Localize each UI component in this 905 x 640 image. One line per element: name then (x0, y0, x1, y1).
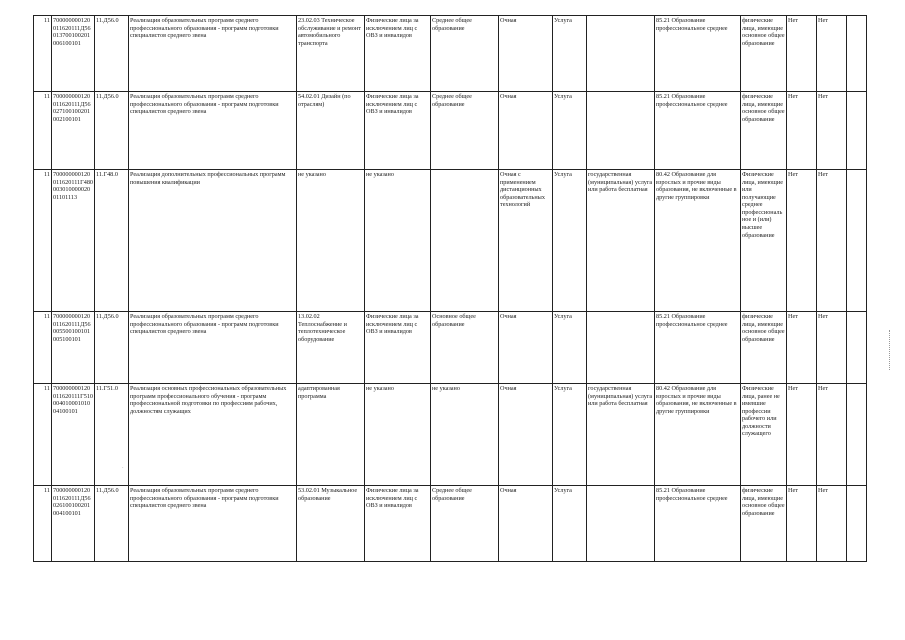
okved-code: 80.42 Образование для взрослых и прочие виды образования, не включенные в другие группировки (655, 170, 741, 312)
okved-code: 85.21 Образование профессиональное среднее (655, 16, 741, 92)
okved-code: 85.21 Образование профессиональное среднее (655, 312, 741, 384)
row-number: 11 (34, 486, 52, 562)
table-row (34, 16, 867, 92)
study-form: Очная (499, 92, 553, 170)
consumer-category: Физические лица, ранее не имевшие профессии рабочего или должности служащего (741, 384, 787, 486)
flag-2: Нет (817, 486, 847, 562)
empty-cell (847, 384, 867, 486)
flag-2: Нет (817, 92, 847, 170)
education-level: Среднее общее образование (431, 92, 499, 170)
specialty: 23.02.03 Техническое обслуживание и ремонт автомобильного транспорта (297, 16, 365, 92)
study-form: Очная (499, 16, 553, 92)
registry-code: 700000000120011620111Д56013700100201006100101 (52, 16, 95, 92)
consumer-category: Физические лица, имеющие или получающие среднее профессиональное и (или) высшее образование (741, 170, 787, 312)
flag-1: Нет (787, 170, 817, 312)
flag-1: Нет (787, 384, 817, 486)
specialty: 13.02.02 Теплоснабжение и теплотехническое оборудование (297, 312, 365, 384)
row-number: 11 (34, 92, 52, 170)
service-kind (587, 92, 655, 170)
empty-cell (847, 92, 867, 170)
entry-type: Услуга (553, 486, 587, 562)
row-number: 11 (34, 312, 52, 384)
registry-code: 700000000120011620111Г48000301000002001101113 (52, 170, 95, 312)
registry-code: 700000000120011620111Д56027100100201002100101 (52, 92, 95, 170)
service-kind: государственная (муниципальная) услуга или работа бесплатная (587, 384, 655, 486)
empty-cell (847, 16, 867, 92)
entry-type: Услуга (553, 384, 587, 486)
education-level: Среднее общее образование (431, 16, 499, 92)
consumer-category: физические лица, имеющие основное общее образование (741, 92, 787, 170)
row-number: 11 (34, 170, 52, 312)
entry-type: Услуга (553, 16, 587, 92)
service-kind (587, 16, 655, 92)
person-category: Физические лица за исключением лиц с ОВЗ и инвалидов (365, 92, 431, 170)
study-form: Очная с применением дистанционных образовательных технологий (499, 170, 553, 312)
service-kind (587, 312, 655, 384)
table-row (34, 384, 867, 486)
service-name: Реализация основных профессиональных образовательных программ профессионального обучения - программ профессиональной подготовки по профессиям рабочих, должностям служащих (129, 384, 297, 486)
okved-code: 80.42 Образование для взрослых и прочие виды образования, не включенные в другие группировки (655, 384, 741, 486)
service-name: Реализация образовательных программ среднего профессионального образования - программ подготовки специалистов среднего звена (129, 312, 297, 384)
service-kind: государственная (муниципальная) услуга или работа бесплатная (587, 170, 655, 312)
person-category: Физические лица за исключением лиц с ОВЗ и инвалидов (365, 486, 431, 562)
flag-2: Нет (817, 170, 847, 312)
study-form: Очная (499, 384, 553, 486)
education-level: Основное общее образование (431, 312, 499, 384)
services-register-table (33, 15, 867, 562)
flag-2: Нет (817, 16, 847, 92)
row-number: 11 (34, 16, 52, 92)
service-name: Реализация образовательных программ среднего профессионального образования - программ подготовки специалистов среднего звена (129, 486, 297, 562)
row-number: 11 (34, 384, 52, 486)
scan-edge-mark (889, 330, 891, 370)
study-form: Очная (499, 312, 553, 384)
specialty: адаптированная программа (297, 384, 365, 486)
education-level: Среднее общее образование (431, 486, 499, 562)
program-code: 11.Д56.0 (95, 92, 129, 170)
okved-code: 85.21 Образование профессиональное среднее (655, 92, 741, 170)
flag-2: Нет (817, 384, 847, 486)
education-level: не указано (431, 384, 499, 486)
program-code: 11.Д56.0 (95, 16, 129, 92)
table-row (34, 92, 867, 170)
registry-code: 700000000120011620111Г51000401000101004100101 (52, 384, 95, 486)
table-row (34, 170, 867, 312)
consumer-category: физические лица, имеющие основное общее образование (741, 16, 787, 92)
scan-speck: · (122, 466, 124, 471)
flag-1: Нет (787, 312, 817, 384)
entry-type: Услуга (553, 92, 587, 170)
registry-code: 700000000120011620111Д56005500100101005100101 (52, 312, 95, 384)
program-code: 11.Г48.0 (95, 170, 129, 312)
flag-1: Нет (787, 92, 817, 170)
program-code: 11.Д56.0 (95, 486, 129, 562)
table-row (34, 486, 867, 562)
consumer-category: физические лица, имеющие основное общее образование (741, 486, 787, 562)
flag-1: Нет (787, 16, 817, 92)
registry-code: 700000000120011620111Д56026100100201004100101 (52, 486, 95, 562)
service-kind (587, 486, 655, 562)
consumer-category: физические лица, имеющие основное общее образование (741, 312, 787, 384)
person-category: не указано (365, 384, 431, 486)
person-category: Физические лица за исключением лиц с ОВЗ и инвалидов (365, 312, 431, 384)
program-code: 11.Д56.0 (95, 312, 129, 384)
specialty: 53.02.01 Музыкальное образование (297, 486, 365, 562)
empty-cell (847, 486, 867, 562)
entry-type: Услуга (553, 170, 587, 312)
service-name: Реализация образовательных программ среднего профессионального образования - программ подготовки специалистов среднего звена (129, 16, 297, 92)
specialty: не указано (297, 170, 365, 312)
flag-2: Нет (817, 312, 847, 384)
empty-cell (847, 312, 867, 384)
table-row (34, 312, 867, 384)
person-category: Физические лица за исключением лиц с ОВЗ и инвалидов (365, 16, 431, 92)
person-category: не указано (365, 170, 431, 312)
specialty: 54.02.01 Дизайн (по отраслям) (297, 92, 365, 170)
flag-1: Нет (787, 486, 817, 562)
entry-type: Услуга (553, 312, 587, 384)
education-level (431, 170, 499, 312)
program-code: 11.Г51.0 (95, 384, 129, 486)
okved-code: 85.21 Образование профессиональное среднее (655, 486, 741, 562)
empty-cell (847, 170, 867, 312)
service-name: Реализация образовательных программ среднего профессионального образования - программ подготовки специалистов среднего звена (129, 92, 297, 170)
study-form: Очная (499, 486, 553, 562)
service-name: Реализация дополнительных профессиональных программ повышения квалификации (129, 170, 297, 312)
